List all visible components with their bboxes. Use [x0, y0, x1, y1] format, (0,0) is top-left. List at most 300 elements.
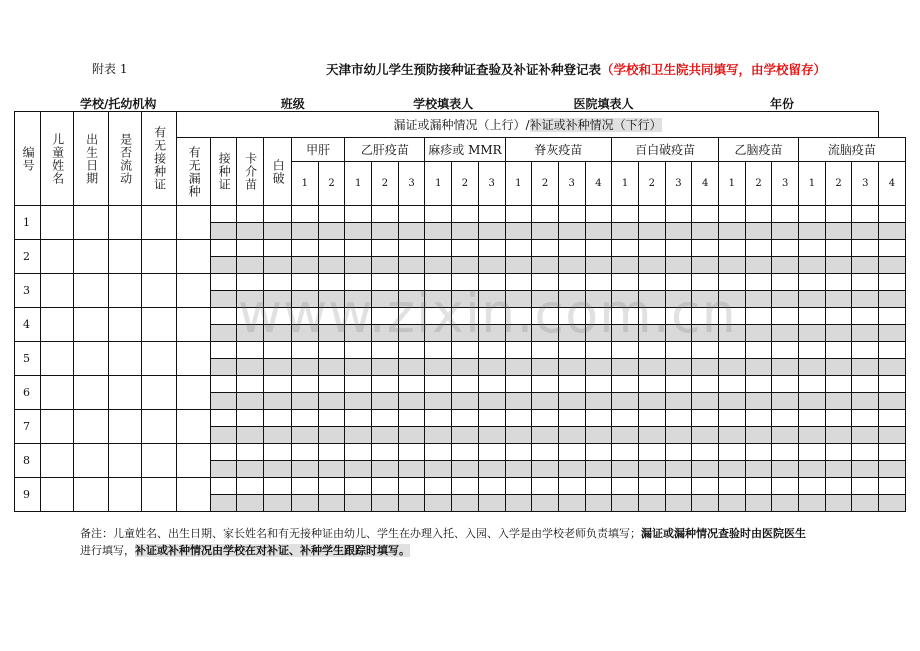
entry-cell[interactable]: [211, 240, 237, 257]
supplement-cell[interactable]: [398, 223, 425, 240]
supplement-cell[interactable]: [692, 359, 719, 376]
supplement-cell[interactable]: [505, 427, 532, 444]
entry-cell[interactable]: [74, 444, 109, 478]
supplement-cell[interactable]: [237, 257, 264, 274]
supplement-cell[interactable]: [879, 461, 906, 478]
supplement-cell[interactable]: [318, 223, 345, 240]
entry-cell[interactable]: [142, 376, 177, 410]
entry-cell[interactable]: [177, 308, 211, 342]
entry-cell[interactable]: [142, 274, 177, 308]
supplement-cell[interactable]: [585, 495, 612, 512]
entry-cell[interactable]: [532, 240, 559, 257]
entry-cell[interactable]: [425, 206, 452, 223]
supplement-cell[interactable]: [665, 359, 692, 376]
supplement-cell[interactable]: [692, 223, 719, 240]
supplement-cell[interactable]: [372, 461, 399, 478]
entry-cell[interactable]: [772, 342, 799, 359]
entry-cell[interactable]: [74, 342, 109, 376]
supplement-cell[interactable]: [772, 257, 799, 274]
supplement-cell[interactable]: [237, 461, 264, 478]
entry-cell[interactable]: [372, 240, 399, 257]
entry-cell[interactable]: [318, 206, 345, 223]
supplement-cell[interactable]: [211, 291, 237, 308]
supplement-cell[interactable]: [478, 223, 505, 240]
supplement-cell[interactable]: [825, 495, 852, 512]
supplement-cell[interactable]: [292, 427, 319, 444]
entry-cell[interactable]: [799, 444, 826, 461]
entry-cell[interactable]: [264, 240, 292, 257]
supplement-cell[interactable]: [425, 223, 452, 240]
supplement-cell[interactable]: [879, 325, 906, 342]
supplement-cell[interactable]: [879, 427, 906, 444]
entry-cell[interactable]: [372, 478, 399, 495]
entry-cell[interactable]: [177, 478, 211, 512]
supplement-cell[interactable]: [825, 257, 852, 274]
supplement-cell[interactable]: [558, 257, 585, 274]
entry-cell[interactable]: [505, 206, 532, 223]
entry-cell[interactable]: [879, 240, 906, 257]
supplement-cell[interactable]: [318, 461, 345, 478]
entry-cell[interactable]: [852, 206, 879, 223]
supplement-cell[interactable]: [318, 495, 345, 512]
entry-cell[interactable]: [109, 308, 142, 342]
entry-cell[interactable]: [852, 342, 879, 359]
supplement-cell[interactable]: [745, 359, 772, 376]
supplement-cell[interactable]: [532, 223, 559, 240]
supplement-cell[interactable]: [398, 427, 425, 444]
entry-cell[interactable]: [799, 410, 826, 427]
supplement-cell[interactable]: [799, 325, 826, 342]
supplement-cell[interactable]: [505, 359, 532, 376]
supplement-cell[interactable]: [825, 291, 852, 308]
entry-cell[interactable]: [665, 444, 692, 461]
entry-cell[interactable]: [825, 308, 852, 325]
entry-cell[interactable]: [585, 376, 612, 393]
entry-cell[interactable]: [772, 206, 799, 223]
supplement-cell[interactable]: [264, 393, 292, 410]
supplement-cell[interactable]: [264, 461, 292, 478]
supplement-cell[interactable]: [452, 223, 479, 240]
supplement-cell[interactable]: [825, 427, 852, 444]
supplement-cell[interactable]: [638, 359, 665, 376]
supplement-cell[interactable]: [532, 427, 559, 444]
entry-cell[interactable]: [772, 376, 799, 393]
entry-cell[interactable]: [177, 410, 211, 444]
entry-cell[interactable]: [237, 376, 264, 393]
supplement-cell[interactable]: [558, 359, 585, 376]
supplement-cell[interactable]: [398, 495, 425, 512]
entry-cell[interactable]: [665, 206, 692, 223]
entry-cell[interactable]: [425, 410, 452, 427]
entry-cell[interactable]: [452, 410, 479, 427]
entry-cell[interactable]: [745, 342, 772, 359]
supplement-cell[interactable]: [505, 393, 532, 410]
supplement-cell[interactable]: [772, 359, 799, 376]
entry-cell[interactable]: [879, 410, 906, 427]
supplement-cell[interactable]: [799, 495, 826, 512]
supplement-cell[interactable]: [719, 461, 746, 478]
supplement-cell[interactable]: [452, 359, 479, 376]
supplement-cell[interactable]: [612, 223, 639, 240]
entry-cell[interactable]: [719, 478, 746, 495]
entry-cell[interactable]: [772, 274, 799, 291]
entry-cell[interactable]: [211, 478, 237, 495]
entry-cell[interactable]: [612, 410, 639, 427]
entry-cell[interactable]: [532, 478, 559, 495]
entry-cell[interactable]: [612, 206, 639, 223]
supplement-cell[interactable]: [719, 223, 746, 240]
entry-cell[interactable]: [264, 206, 292, 223]
entry-cell[interactable]: [745, 274, 772, 291]
supplement-cell[interactable]: [372, 427, 399, 444]
entry-cell[interactable]: [237, 410, 264, 427]
supplement-cell[interactable]: [532, 393, 559, 410]
entry-cell[interactable]: [478, 206, 505, 223]
supplement-cell[interactable]: [452, 495, 479, 512]
supplement-cell[interactable]: [478, 257, 505, 274]
supplement-cell[interactable]: [478, 495, 505, 512]
supplement-cell[interactable]: [478, 393, 505, 410]
supplement-cell[interactable]: [425, 359, 452, 376]
entry-cell[interactable]: [109, 206, 142, 240]
supplement-cell[interactable]: [825, 325, 852, 342]
supplement-cell[interactable]: [879, 393, 906, 410]
supplement-cell[interactable]: [452, 257, 479, 274]
entry-cell[interactable]: [109, 376, 142, 410]
supplement-cell[interactable]: [612, 427, 639, 444]
entry-cell[interactable]: [852, 478, 879, 495]
entry-cell[interactable]: [852, 410, 879, 427]
supplement-cell[interactable]: [237, 427, 264, 444]
supplement-cell[interactable]: [505, 223, 532, 240]
supplement-cell[interactable]: [612, 461, 639, 478]
entry-cell[interactable]: [177, 274, 211, 308]
supplement-cell[interactable]: [879, 257, 906, 274]
entry-cell[interactable]: [772, 444, 799, 461]
supplement-cell[interactable]: [425, 461, 452, 478]
entry-cell[interactable]: [692, 410, 719, 427]
entry-cell[interactable]: [505, 410, 532, 427]
supplement-cell[interactable]: [852, 257, 879, 274]
supplement-cell[interactable]: [211, 427, 237, 444]
entry-cell[interactable]: [41, 478, 74, 512]
entry-cell[interactable]: [879, 444, 906, 461]
entry-cell[interactable]: [799, 240, 826, 257]
entry-cell[interactable]: [237, 206, 264, 223]
supplement-cell[interactable]: [638, 427, 665, 444]
supplement-cell[interactable]: [478, 359, 505, 376]
supplement-cell[interactable]: [772, 223, 799, 240]
supplement-cell[interactable]: [692, 427, 719, 444]
entry-cell[interactable]: [211, 376, 237, 393]
entry-cell[interactable]: [318, 376, 345, 393]
entry-cell[interactable]: [852, 376, 879, 393]
supplement-cell[interactable]: [505, 495, 532, 512]
entry-cell[interactable]: [478, 478, 505, 495]
entry-cell[interactable]: [665, 410, 692, 427]
supplement-cell[interactable]: [612, 393, 639, 410]
entry-cell[interactable]: [719, 444, 746, 461]
supplement-cell[interactable]: [879, 495, 906, 512]
supplement-cell[interactable]: [318, 427, 345, 444]
supplement-cell[interactable]: [425, 495, 452, 512]
supplement-cell[interactable]: [425, 393, 452, 410]
supplement-cell[interactable]: [852, 461, 879, 478]
supplement-cell[interactable]: [264, 257, 292, 274]
entry-cell[interactable]: [41, 274, 74, 308]
entry-cell[interactable]: [345, 240, 372, 257]
supplement-cell[interactable]: [532, 257, 559, 274]
supplement-cell[interactable]: [852, 223, 879, 240]
entry-cell[interactable]: [532, 376, 559, 393]
entry-cell[interactable]: [532, 444, 559, 461]
supplement-cell[interactable]: [532, 461, 559, 478]
entry-cell[interactable]: [558, 376, 585, 393]
entry-cell[interactable]: [772, 410, 799, 427]
entry-cell[interactable]: [745, 444, 772, 461]
entry-cell[interactable]: [292, 240, 319, 257]
supplement-cell[interactable]: [612, 359, 639, 376]
entry-cell[interactable]: [452, 240, 479, 257]
supplement-cell[interactable]: [452, 427, 479, 444]
entry-cell[interactable]: [692, 478, 719, 495]
supplement-cell[interactable]: [665, 393, 692, 410]
entry-cell[interactable]: [74, 240, 109, 274]
entry-cell[interactable]: [558, 444, 585, 461]
entry-cell[interactable]: [799, 274, 826, 291]
supplement-cell[interactable]: [852, 291, 879, 308]
supplement-cell[interactable]: [638, 461, 665, 478]
entry-cell[interactable]: [142, 478, 177, 512]
entry-cell[interactable]: [372, 376, 399, 393]
entry-cell[interactable]: [852, 274, 879, 291]
entry-cell[interactable]: [638, 376, 665, 393]
supplement-cell[interactable]: [264, 223, 292, 240]
entry-cell[interactable]: [237, 240, 264, 257]
supplement-cell[interactable]: [612, 495, 639, 512]
supplement-cell[interactable]: [452, 461, 479, 478]
entry-cell[interactable]: [692, 444, 719, 461]
entry-cell[interactable]: [825, 206, 852, 223]
entry-cell[interactable]: [211, 274, 237, 291]
supplement-cell[interactable]: [372, 393, 399, 410]
supplement-cell[interactable]: [398, 461, 425, 478]
supplement-cell[interactable]: [665, 427, 692, 444]
supplement-cell[interactable]: [292, 223, 319, 240]
supplement-cell[interactable]: [345, 257, 372, 274]
entry-cell[interactable]: [638, 410, 665, 427]
supplement-cell[interactable]: [852, 393, 879, 410]
entry-cell[interactable]: [41, 376, 74, 410]
entry-cell[interactable]: [211, 410, 237, 427]
entry-cell[interactable]: [142, 206, 177, 240]
supplement-cell[interactable]: [799, 461, 826, 478]
supplement-cell[interactable]: [665, 223, 692, 240]
supplement-cell[interactable]: [719, 359, 746, 376]
entry-cell[interactable]: [638, 478, 665, 495]
supplement-cell[interactable]: [292, 359, 319, 376]
entry-cell[interactable]: [318, 410, 345, 427]
supplement-cell[interactable]: [825, 223, 852, 240]
entry-cell[interactable]: [74, 308, 109, 342]
supplement-cell[interactable]: [772, 461, 799, 478]
supplement-cell[interactable]: [745, 291, 772, 308]
entry-cell[interactable]: [825, 444, 852, 461]
entry-cell[interactable]: [41, 206, 74, 240]
entry-cell[interactable]: [425, 478, 452, 495]
supplement-cell[interactable]: [585, 359, 612, 376]
entry-cell[interactable]: [211, 444, 237, 461]
entry-cell[interactable]: [398, 444, 425, 461]
entry-cell[interactable]: [425, 376, 452, 393]
entry-cell[interactable]: [41, 410, 74, 444]
entry-cell[interactable]: [452, 444, 479, 461]
supplement-cell[interactable]: [665, 257, 692, 274]
entry-cell[interactable]: [558, 240, 585, 257]
supplement-cell[interactable]: [585, 393, 612, 410]
supplement-cell[interactable]: [799, 393, 826, 410]
entry-cell[interactable]: [825, 376, 852, 393]
entry-cell[interactable]: [398, 240, 425, 257]
entry-cell[interactable]: [665, 240, 692, 257]
entry-cell[interactable]: [318, 240, 345, 257]
entry-cell[interactable]: [41, 240, 74, 274]
entry-cell[interactable]: [41, 444, 74, 478]
supplement-cell[interactable]: [879, 359, 906, 376]
supplement-cell[interactable]: [585, 223, 612, 240]
entry-cell[interactable]: [745, 240, 772, 257]
supplement-cell[interactable]: [292, 393, 319, 410]
entry-cell[interactable]: [799, 206, 826, 223]
supplement-cell[interactable]: [237, 223, 264, 240]
supplement-cell[interactable]: [719, 393, 746, 410]
supplement-cell[interactable]: [345, 359, 372, 376]
entry-cell[interactable]: [879, 478, 906, 495]
entry-cell[interactable]: [799, 478, 826, 495]
entry-cell[interactable]: [638, 240, 665, 257]
supplement-cell[interactable]: [211, 325, 237, 342]
supplement-cell[interactable]: [745, 325, 772, 342]
entry-cell[interactable]: [452, 478, 479, 495]
supplement-cell[interactable]: [745, 257, 772, 274]
entry-cell[interactable]: [264, 376, 292, 393]
entry-cell[interactable]: [109, 444, 142, 478]
entry-cell[interactable]: [292, 376, 319, 393]
entry-cell[interactable]: [425, 444, 452, 461]
entry-cell[interactable]: [109, 410, 142, 444]
entry-cell[interactable]: [612, 376, 639, 393]
entry-cell[interactable]: [879, 274, 906, 291]
entry-cell[interactable]: [398, 410, 425, 427]
supplement-cell[interactable]: [505, 257, 532, 274]
supplement-cell[interactable]: [799, 257, 826, 274]
entry-cell[interactable]: [879, 376, 906, 393]
supplement-cell[interactable]: [211, 223, 237, 240]
supplement-cell[interactable]: [772, 427, 799, 444]
supplement-cell[interactable]: [852, 325, 879, 342]
supplement-cell[interactable]: [692, 461, 719, 478]
entry-cell[interactable]: [142, 410, 177, 444]
supplement-cell[interactable]: [665, 495, 692, 512]
entry-cell[interactable]: [585, 206, 612, 223]
supplement-cell[interactable]: [318, 257, 345, 274]
entry-cell[interactable]: [41, 342, 74, 376]
supplement-cell[interactable]: [558, 427, 585, 444]
entry-cell[interactable]: [585, 444, 612, 461]
entry-cell[interactable]: [398, 478, 425, 495]
entry-cell[interactable]: [825, 478, 852, 495]
entry-cell[interactable]: [177, 206, 211, 240]
entry-cell[interactable]: [772, 308, 799, 325]
entry-cell[interactable]: [109, 342, 142, 376]
supplement-cell[interactable]: [772, 393, 799, 410]
supplement-cell[interactable]: [772, 325, 799, 342]
supplement-cell[interactable]: [638, 257, 665, 274]
entry-cell[interactable]: [109, 478, 142, 512]
entry-cell[interactable]: [318, 478, 345, 495]
supplement-cell[interactable]: [745, 223, 772, 240]
supplement-cell[interactable]: [825, 461, 852, 478]
entry-cell[interactable]: [372, 410, 399, 427]
entry-cell[interactable]: [692, 240, 719, 257]
entry-cell[interactable]: [264, 478, 292, 495]
supplement-cell[interactable]: [211, 257, 237, 274]
supplement-cell[interactable]: [345, 495, 372, 512]
supplement-cell[interactable]: [852, 495, 879, 512]
entry-cell[interactable]: [879, 206, 906, 223]
entry-cell[interactable]: [41, 308, 74, 342]
entry-cell[interactable]: [478, 240, 505, 257]
entry-cell[interactable]: [799, 342, 826, 359]
supplement-cell[interactable]: [879, 223, 906, 240]
entry-cell[interactable]: [585, 410, 612, 427]
supplement-cell[interactable]: [264, 495, 292, 512]
entry-cell[interactable]: [372, 444, 399, 461]
entry-cell[interactable]: [745, 206, 772, 223]
entry-cell[interactable]: [398, 206, 425, 223]
supplement-cell[interactable]: [719, 495, 746, 512]
supplement-cell[interactable]: [292, 461, 319, 478]
entry-cell[interactable]: [237, 444, 264, 461]
supplement-cell[interactable]: [478, 427, 505, 444]
entry-cell[interactable]: [478, 376, 505, 393]
entry-cell[interactable]: [318, 444, 345, 461]
supplement-cell[interactable]: [825, 393, 852, 410]
supplement-cell[interactable]: [719, 257, 746, 274]
supplement-cell[interactable]: [264, 359, 292, 376]
entry-cell[interactable]: [142, 342, 177, 376]
entry-cell[interactable]: [612, 240, 639, 257]
supplement-cell[interactable]: [237, 359, 264, 376]
supplement-cell[interactable]: [292, 257, 319, 274]
entry-cell[interactable]: [345, 444, 372, 461]
entry-cell[interactable]: [772, 240, 799, 257]
entry-cell[interactable]: [719, 240, 746, 257]
entry-cell[interactable]: [585, 240, 612, 257]
supplement-cell[interactable]: [372, 223, 399, 240]
entry-cell[interactable]: [852, 240, 879, 257]
entry-cell[interactable]: [177, 376, 211, 410]
supplement-cell[interactable]: [558, 461, 585, 478]
entry-cell[interactable]: [799, 308, 826, 325]
entry-cell[interactable]: [612, 478, 639, 495]
entry-cell[interactable]: [825, 274, 852, 291]
entry-cell[interactable]: [211, 206, 237, 223]
entry-cell[interactable]: [74, 376, 109, 410]
supplement-cell[interactable]: [398, 359, 425, 376]
entry-cell[interactable]: [638, 444, 665, 461]
supplement-cell[interactable]: [425, 427, 452, 444]
